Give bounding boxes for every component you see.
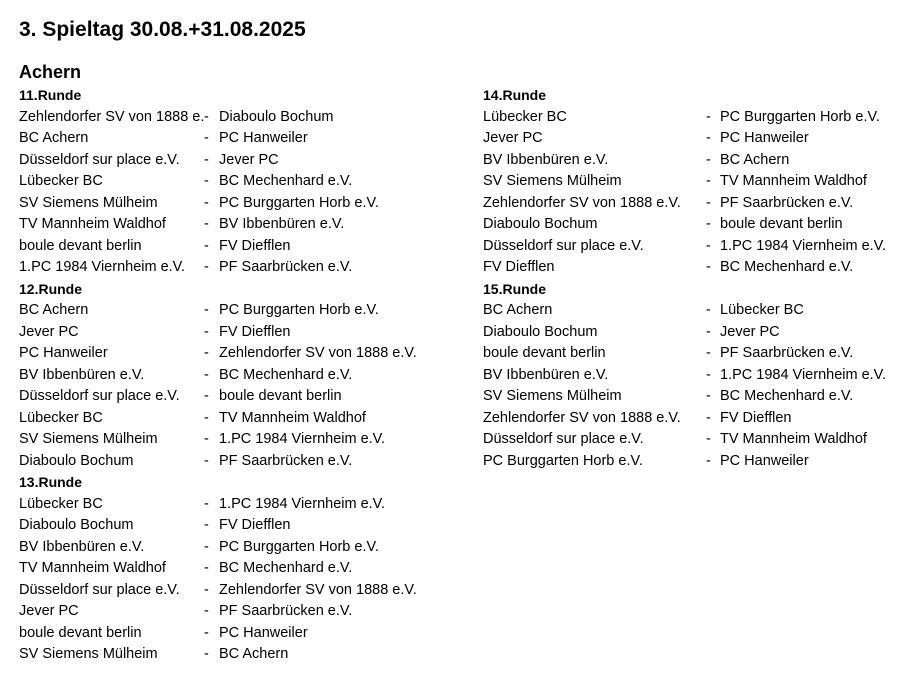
match-separator: - — [706, 130, 711, 146]
match-separator: - — [204, 517, 209, 533]
away-team: PC Hanweiler — [720, 130, 809, 146]
match-separator: - — [204, 409, 209, 426]
away-team: PC Hanweiler — [720, 452, 809, 469]
away-team: Lübecker BC — [720, 302, 804, 318]
match-separator: - — [204, 216, 209, 232]
match-separator: - — [204, 560, 209, 576]
match-row — [483, 214, 902, 236]
match-row — [19, 193, 439, 215]
home-team: BC Achern — [19, 130, 89, 146]
match-separator: - — [204, 259, 209, 275]
away-team: TV Mannheim Waldhof — [219, 409, 366, 426]
away-team: PC Burggarten Horb e.V. — [219, 302, 379, 318]
match-separator: - — [706, 345, 711, 361]
home-team: PC Burggarten Horb e.V. — [483, 452, 643, 469]
match-separator: - — [204, 538, 209, 555]
home-team: Diaboulo Bochum — [19, 517, 134, 533]
round-heading: 14.Runde — [483, 87, 547, 103]
away-team: BC Mechenhard e.V. — [219, 366, 353, 383]
section-heading: Achern — [19, 62, 82, 82]
home-team: BV Ibbenbüren e.V. — [19, 538, 145, 555]
match-separator: - — [204, 603, 209, 619]
home-team: Jever PC — [19, 323, 79, 340]
match-row — [483, 236, 902, 258]
home-team: SV Siemens Mülheim — [19, 194, 158, 211]
away-team: BC Mechenhard e.V. — [720, 388, 854, 404]
match-row — [19, 386, 439, 408]
away-team: PC Burggarten Horb e.V. — [219, 194, 379, 211]
match-row — [19, 558, 439, 580]
home-team: BC Achern — [483, 302, 553, 318]
match-separator: - — [204, 366, 209, 383]
home-team: Lübecker BC — [19, 409, 103, 426]
home-team: Zehlendorfer SV von 1888 e.V. — [483, 194, 681, 211]
away-team: 1.PC 1984 Viernheim e.V. — [219, 431, 386, 447]
left-column — [19, 85, 439, 666]
match-row — [483, 300, 902, 322]
away-team: PF Saarbrücken e.V. — [219, 452, 353, 469]
home-team: BC Achern — [19, 302, 89, 318]
match-separator: - — [706, 259, 711, 275]
match-separator: - — [204, 581, 209, 598]
match-separator: - — [204, 345, 209, 361]
match-row — [483, 193, 902, 215]
home-team: PC Hanweiler — [19, 345, 108, 361]
away-team: FV Diefflen — [720, 409, 792, 426]
home-team: boule devant berlin — [19, 624, 142, 641]
match-row — [19, 214, 439, 236]
home-team: Düsseldorf sur place e.V. — [19, 388, 180, 404]
home-team: Düsseldorf sur place e.V. — [483, 431, 644, 447]
home-team: Diaboulo Bochum — [19, 452, 134, 469]
page-title: 3. Spieltag 30.08.+31.08.2025 — [19, 18, 306, 41]
match-separator: - — [204, 302, 209, 318]
match-row — [483, 171, 902, 193]
away-team: BC Achern — [720, 151, 790, 168]
away-team: BC Achern — [219, 646, 289, 662]
home-team: SV Siemens Mülheim — [483, 173, 622, 189]
match-row — [19, 365, 439, 387]
match-separator: - — [706, 452, 711, 469]
home-team: FV Diefflen — [483, 259, 555, 275]
match-row — [483, 150, 902, 172]
home-team: Diaboulo Bochum — [483, 216, 598, 232]
away-team: PC Burggarten Horb e.V. — [219, 538, 379, 555]
match-row — [19, 236, 439, 258]
away-team: Jever PC — [219, 151, 279, 168]
match-row — [19, 580, 439, 602]
round-heading: 11.Runde — [19, 87, 82, 103]
match-separator: - — [204, 237, 209, 254]
match-row — [19, 257, 439, 279]
match-separator: - — [706, 323, 711, 340]
away-team: Diaboulo Bochum — [219, 108, 334, 125]
home-team: Jever PC — [19, 603, 79, 619]
away-team: TV Mannheim Waldhof — [720, 173, 867, 189]
right-column — [483, 85, 902, 472]
away-team: 1.PC 1984 Viernheim e.V. — [720, 366, 887, 383]
home-team: Lübecker BC — [19, 173, 103, 189]
match-row — [483, 128, 902, 150]
match-row — [19, 408, 439, 430]
home-team: Düsseldorf sur place e.V. — [483, 237, 644, 254]
match-row — [19, 623, 439, 645]
away-team: FV Diefflen — [219, 517, 291, 533]
away-team: PF Saarbrücken e.V. — [720, 194, 854, 211]
away-team: BC Mechenhard e.V. — [219, 173, 353, 189]
match-row — [19, 494, 439, 516]
away-team: FV Diefflen — [219, 237, 291, 254]
match-row — [19, 601, 439, 623]
match-separator: - — [204, 151, 209, 168]
home-team: Düsseldorf sur place e.V. — [19, 151, 180, 168]
match-separator: - — [706, 388, 711, 404]
match-separator: - — [204, 130, 209, 146]
away-team: TV Mannheim Waldhof — [720, 431, 867, 447]
match-separator: - — [706, 216, 711, 232]
away-team: PC Hanweiler — [219, 130, 308, 146]
away-team: PC Burggarten Horb e.V. — [720, 108, 880, 125]
match-separator: - — [204, 173, 209, 189]
match-separator: - — [706, 409, 711, 426]
away-team: 1.PC 1984 Viernheim e.V. — [219, 495, 386, 512]
match-separator: - — [204, 646, 209, 662]
home-team: Zehlendorfer SV von 1888 e.V. — [483, 409, 681, 426]
match-separator: - — [204, 495, 209, 512]
match-row — [483, 343, 902, 365]
away-team: Jever PC — [720, 323, 780, 340]
home-team: boule devant berlin — [483, 345, 606, 361]
away-team: 1.PC 1984 Viernheim e.V. — [720, 237, 887, 254]
home-team: SV Siemens Mülheim — [483, 388, 622, 404]
home-team: boule devant berlin — [19, 237, 142, 254]
match-row — [483, 257, 902, 279]
round-heading: 12.Runde — [19, 280, 83, 297]
home-team: Jever PC — [483, 130, 543, 146]
match-row — [19, 429, 439, 451]
match-row — [483, 107, 902, 129]
match-row — [19, 644, 439, 666]
match-separator: - — [706, 173, 711, 189]
home-team: TV Mannheim Waldhof — [19, 216, 166, 232]
away-team: PF Saarbrücken e.V. — [219, 259, 353, 275]
away-team: BC Mechenhard e.V. — [720, 259, 854, 275]
match-separator: - — [706, 108, 711, 125]
match-separator: - — [706, 302, 711, 318]
away-team: BV Ibbenbüren e.V. — [219, 216, 345, 232]
round-heading: 13.Runde — [19, 474, 83, 490]
match-row — [483, 408, 902, 430]
match-separator: - — [204, 108, 209, 125]
match-row — [19, 300, 439, 322]
home-team: Düsseldorf sur place e.V. — [19, 581, 180, 598]
match-separator: - — [706, 431, 711, 447]
away-team: PC Hanweiler — [219, 624, 308, 641]
match-separator: - — [204, 194, 209, 211]
match-separator: - — [706, 237, 711, 254]
away-team: BC Mechenhard e.V. — [219, 560, 353, 576]
match-row — [19, 322, 439, 344]
match-row — [19, 343, 439, 365]
away-team: Zehlendorfer SV von 1888 e.V. — [219, 345, 417, 361]
home-team: 1.PC 1984 Viernheim e.V. — [19, 259, 186, 275]
home-team: Zehlendorfer SV von 1888 e. — [19, 108, 205, 125]
home-team: BV Ibbenbüren e.V. — [19, 366, 145, 383]
match-separator: - — [706, 151, 711, 168]
home-team: Lübecker BC — [19, 495, 103, 512]
match-row — [19, 451, 439, 473]
home-team: SV Siemens Mülheim — [19, 431, 158, 447]
home-team: SV Siemens Mülheim — [19, 646, 158, 662]
away-team: Zehlendorfer SV von 1888 e.V. — [219, 581, 417, 598]
match-separator: - — [204, 431, 209, 447]
match-row — [19, 150, 439, 172]
home-team: BV Ibbenbüren e.V. — [483, 151, 609, 168]
match-separator: - — [204, 323, 209, 340]
match-row — [483, 386, 902, 408]
match-separator: - — [706, 194, 711, 211]
match-row — [19, 107, 439, 129]
home-team: BV Ibbenbüren e.V. — [483, 366, 609, 383]
match-row — [19, 515, 439, 537]
match-separator: - — [204, 624, 209, 641]
away-team: boule devant berlin — [720, 216, 843, 232]
away-team: FV Diefflen — [219, 323, 291, 340]
home-team: Lübecker BC — [483, 108, 567, 125]
match-row — [19, 128, 439, 150]
away-team: PF Saarbrücken e.V. — [720, 345, 854, 361]
round-heading: 15.Runde — [483, 280, 547, 297]
match-separator: - — [204, 388, 209, 404]
match-row — [483, 429, 902, 451]
home-team: Diaboulo Bochum — [483, 323, 598, 340]
match-row — [19, 171, 439, 193]
match-separator: - — [706, 366, 711, 383]
match-row — [483, 451, 902, 473]
match-row — [483, 365, 902, 387]
match-separator: - — [204, 452, 209, 469]
match-row — [19, 537, 439, 559]
match-row — [483, 322, 902, 344]
away-team: PF Saarbrücken e.V. — [219, 603, 353, 619]
home-team: TV Mannheim Waldhof — [19, 560, 166, 576]
away-team: boule devant berlin — [219, 388, 342, 404]
